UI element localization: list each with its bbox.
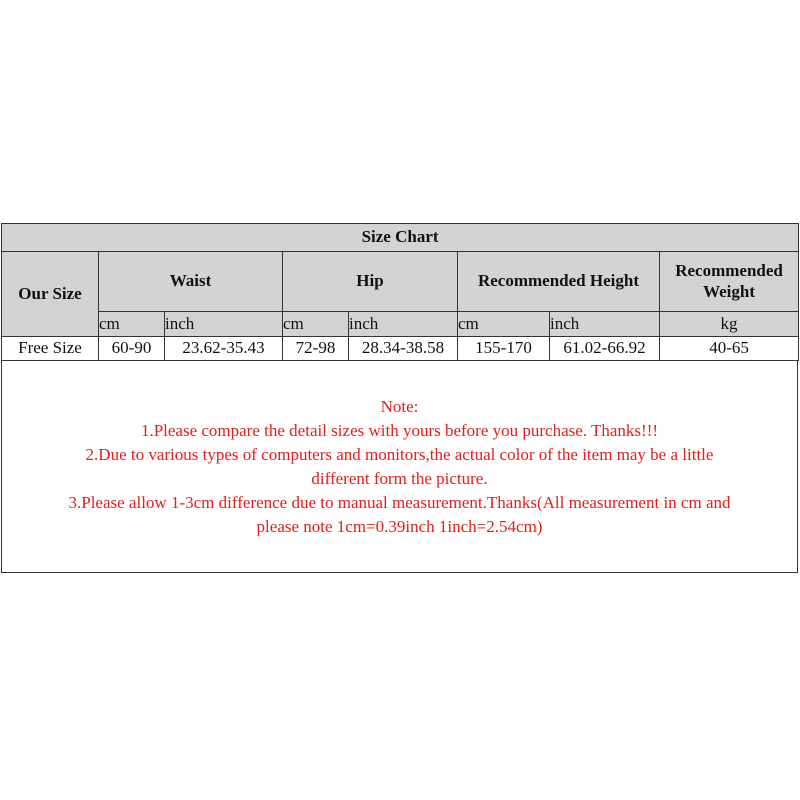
size-chart-title: Size Chart <box>2 224 799 252</box>
header-weight-line-1: Recommended <box>675 261 783 281</box>
cell-weight-kg: 40-65 <box>660 337 799 361</box>
note-line: different form the picture. <box>311 469 488 488</box>
header-recommended-weight <box>660 252 799 312</box>
cell-size: Free Size <box>2 337 99 361</box>
header-weight-line-2: Weight <box>703 281 756 301</box>
unit-height-cm: cm <box>458 312 550 337</box>
size-chart-table <box>1 223 799 361</box>
cell-waist-inch: 23.62-35.43 <box>165 337 283 361</box>
header-recommended-height: Recommended Height <box>458 252 660 312</box>
cell-height-cm: 155-170 <box>458 337 550 361</box>
header-our-size: Our Size <box>2 252 99 337</box>
unit-height-inch: inch <box>550 312 660 337</box>
header-hip: Hip <box>283 252 458 312</box>
table-row <box>2 337 799 361</box>
header-waist: Waist <box>99 252 283 312</box>
size-chart <box>1 223 798 573</box>
note-heading: Note: <box>380 397 419 416</box>
cell-height-inch: 61.02-66.92 <box>550 337 660 361</box>
unit-hip-cm: cm <box>283 312 349 337</box>
unit-waist-cm: cm <box>99 312 165 337</box>
cell-waist-cm: 60-90 <box>99 337 165 361</box>
unit-waist-inch: inch <box>165 312 283 337</box>
note-line: please note 1cm=0.39inch 1inch=2.54cm) <box>256 517 543 536</box>
note-line: 3.Please allow 1-3cm difference due to manual measurement.Thanks(All measurement in cm and <box>68 493 731 512</box>
cell-hip-inch: 28.34-38.58 <box>349 337 458 361</box>
note-box <box>1 361 798 573</box>
unit-weight-kg: kg <box>660 312 799 337</box>
unit-hip-inch: inch <box>349 312 458 337</box>
note-line: 1.Please compare the detail sizes with yours before you purchase. Thanks!!! <box>140 421 659 440</box>
note-line: 2.Due to various types of computers and monitors,the actual color of the item may be a little <box>85 445 714 464</box>
cell-hip-cm: 72-98 <box>283 337 349 361</box>
